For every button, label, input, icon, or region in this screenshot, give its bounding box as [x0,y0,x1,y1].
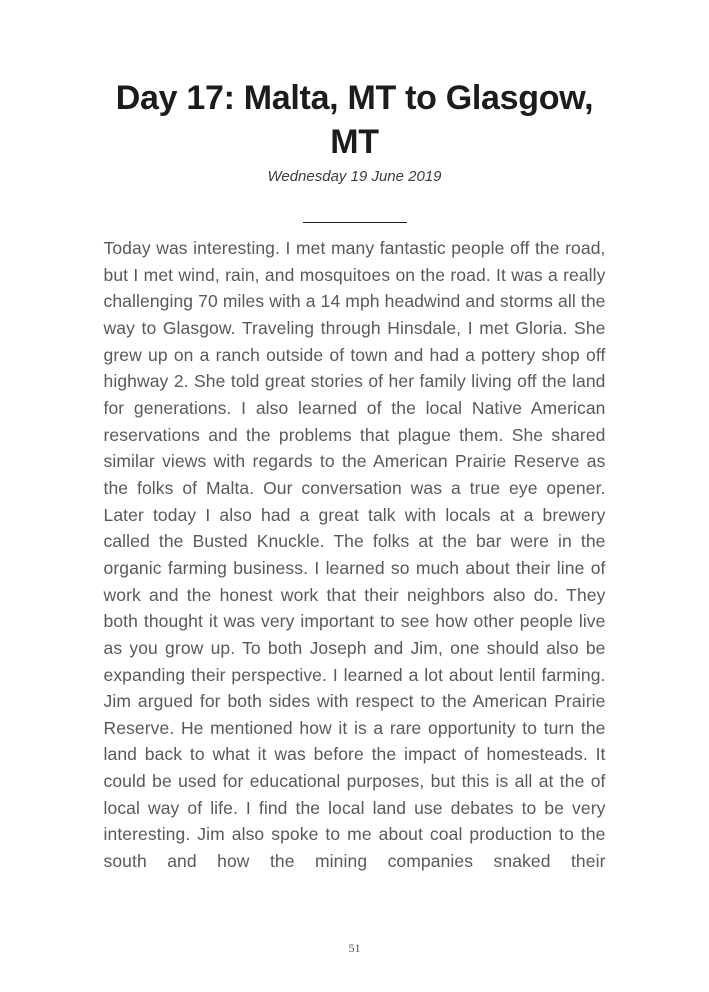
section-divider [303,222,407,223]
page-number: 51 [348,941,361,955]
journal-body-paragraph: Today was interesting. I met many fantastic people off the road, but I met wind, rain, and mosquitoes on the road. It was a really challenging 70 miles with a 14 mph headwind and storms all the way to Glasgow. Traveling through Hinsdale, I met Gloria. She grew up on a ranch outside of town and had a pottery shop off highway 2. She told great stories of her family living off the land for generations. I also learned of the local Native American reservations and the problems that plague them. She shared similar views with regards to the American Prairie Reserve as the folks of Malta. Our conversation was a true eye opener. Later today I also had a great talk with locals at a brewery called the Busted Knuckle. The folks at the bar were in the organic farming business. I learned so much about their line of work and the honest work that their neighbors also do. They both thought it was very important to see how other people live as you grow up. To both Joseph and Jim, one should also be expanding their perspective. I learned a lot about lentil farming. Jim argued for both sides with respect to the American Prairie Reserve. He mentioned how it is a rare opportunity to turn the land back to what it was before the impact of homesteads. It could be used for educational purposes, but this is all at the of local way of life. I find the local land use debates to be very interesting. Jim also spoke to me about coal production to the south and how the mining companies snaked their [103,238,606,872]
page-title: Day 17: Malta, MT to Glasgow, MT [115,79,594,161]
content-column [104,0,606,875]
entry-date: Wednesday 19 June 2019 [267,168,442,185]
